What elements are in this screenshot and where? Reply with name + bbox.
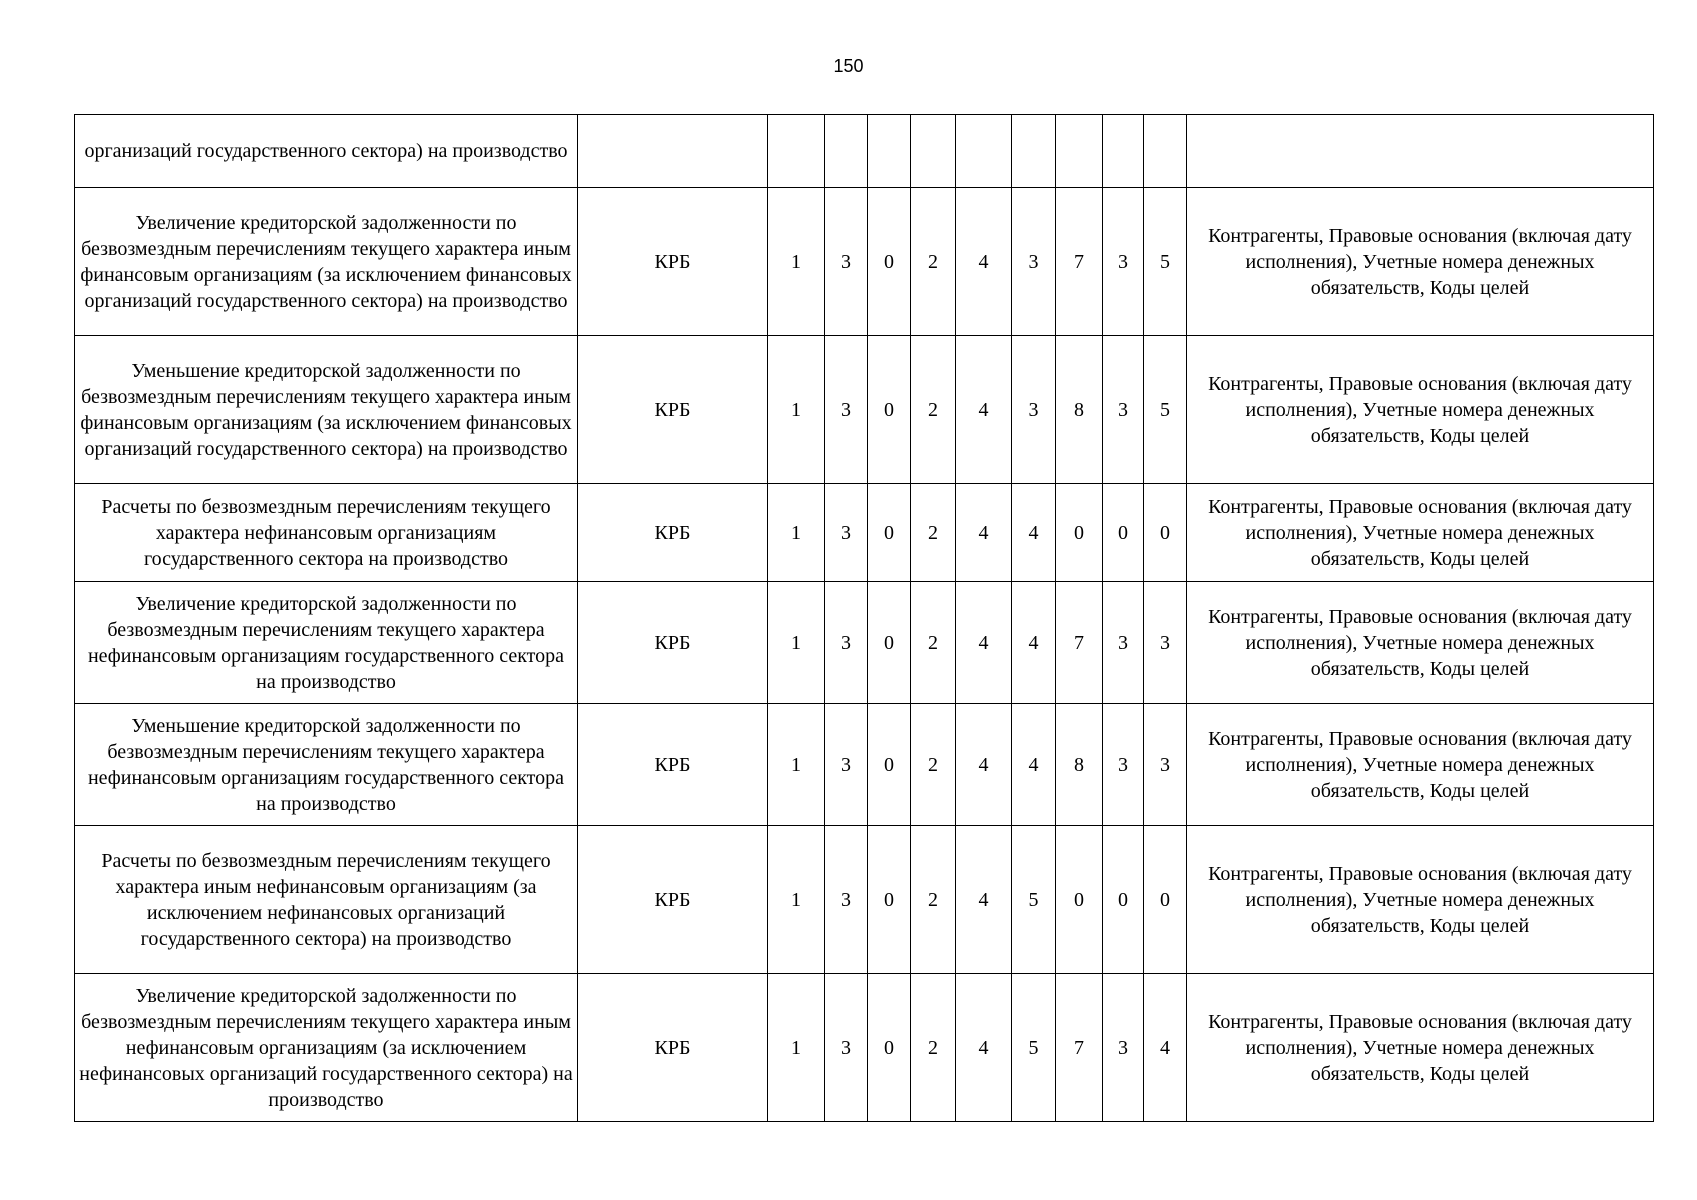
account-digit-cell: 0 [868,704,911,826]
account-digit-cell: 0 [1103,484,1144,582]
account-digit-cell [1056,115,1103,188]
table-row [75,115,1654,188]
account-digit-cell: 3 [1144,704,1187,826]
document-code-cell: КРБ [578,826,768,974]
account-digit-cell: 8 [1056,704,1103,826]
account-digit-cell: 2 [911,336,956,484]
account-digit-cell: 4 [956,826,1012,974]
analytics-cell [1187,115,1654,188]
account-digit-cell: 2 [911,826,956,974]
account-digit-cell: 0 [868,336,911,484]
page-number: 150 [833,56,864,76]
account-digit-cell: 4 [956,484,1012,582]
table-row [75,188,1654,336]
account-digit-cell: 4 [1012,484,1056,582]
account-digit-cell: 3 [825,974,868,1122]
document-code-cell [578,115,768,188]
account-digit-cell: 3 [1144,582,1187,704]
account-digit-cell: 8 [1056,336,1103,484]
analytics-cell: Контрагенты, Правовые основания (включая дату исполнения), Учетные номера денежных обязательств, Коды целей [1187,826,1654,974]
account-digit-cell: 3 [1103,336,1144,484]
analytics-cell: Контрагенты, Правовые основания (включая дату исполнения), Учетные номера денежных обязательств, Коды целей [1187,582,1654,704]
account-digit-cell: 2 [911,484,956,582]
account-digit-cell: 4 [1012,704,1056,826]
account-digit-cell: 4 [956,188,1012,336]
document-code-cell: КРБ [578,704,768,826]
account-digit-cell [825,115,868,188]
analytics-cell: Контрагенты, Правовые основания (включая дату исполнения), Учетные номера денежных обязательств, Коды целей [1187,484,1654,582]
account-digit-cell: 1 [768,826,825,974]
account-digit-cell [956,115,1012,188]
table-body [75,115,1654,1122]
account-digit-cell: 0 [868,484,911,582]
account-digit-cell: 0 [1056,826,1103,974]
account-digit-cell: 3 [825,582,868,704]
account-digit-cell: 3 [1103,704,1144,826]
account-digit-cell: 3 [825,188,868,336]
document-code-cell: КРБ [578,336,768,484]
table-row [75,582,1654,704]
account-digit-cell: 3 [1103,582,1144,704]
account-digit-cell: 7 [1056,188,1103,336]
table-row [75,336,1654,484]
account-digit-cell: 0 [1144,484,1187,582]
account-digit-cell: 5 [1012,974,1056,1122]
account-digit-cell: 0 [868,188,911,336]
description-cell: Уменьшение кредиторской задолженности по безвозмездным перечислениям текущего характера нефинансовым организациям государственного сектора на производство [75,704,578,826]
account-digit-cell: 2 [911,704,956,826]
account-digit-cell: 2 [911,974,956,1122]
description-cell: Увеличение кредиторской задолженности по безвозмездным перечислениям текущего характера иным нефинансовым организациям (за исключением нефинансовых организаций государственного сектора) на производство [75,974,578,1122]
account-digit-cell: 5 [1144,336,1187,484]
account-digit-cell: 4 [956,704,1012,826]
account-digit-cell: 4 [1012,582,1056,704]
account-digit-cell: 4 [1144,974,1187,1122]
description-cell: организаций государственного сектора) на производство [75,115,578,188]
account-digit-cell: 3 [1012,188,1056,336]
account-digit-cell: 0 [868,826,911,974]
account-digit-cell: 3 [1012,336,1056,484]
account-digit-cell: 3 [1103,974,1144,1122]
analytics-cell: Контрагенты, Правовые основания (включая дату исполнения), Учетные номера денежных обязательств, Коды целей [1187,704,1654,826]
table-row [75,704,1654,826]
account-digit-cell: 4 [956,336,1012,484]
account-digit-cell [911,115,956,188]
account-digit-cell: 0 [868,974,911,1122]
account-digit-cell: 3 [825,826,868,974]
analytics-cell: Контрагенты, Правовые основания (включая дату исполнения), Учетные номера денежных обязательств, Коды целей [1187,974,1654,1122]
account-digit-cell: 7 [1056,582,1103,704]
table-row [75,974,1654,1122]
account-digit-cell: 1 [768,582,825,704]
description-cell: Увеличение кредиторской задолженности по безвозмездным перечислениям текущего характера нефинансовым организациям государственного сектора на производство [75,582,578,704]
account-digit-cell [1103,115,1144,188]
account-digit-cell [1144,115,1187,188]
document-code-cell: КРБ [578,582,768,704]
document-code-cell: КРБ [578,484,768,582]
account-digit-cell: 3 [1103,188,1144,336]
accounts-table [74,114,1654,1122]
description-cell: Расчеты по безвозмездным перечислениям текущего характера нефинансовым организациям государственного сектора на производство [75,484,578,582]
account-digit-cell [1012,115,1056,188]
account-digit-cell: 5 [1012,826,1056,974]
account-digit-cell: 1 [768,336,825,484]
account-digit-cell: 1 [768,484,825,582]
account-digit-cell: 0 [1103,826,1144,974]
account-digit-cell: 5 [1144,188,1187,336]
account-digit-cell: 4 [956,582,1012,704]
account-digit-cell: 1 [768,974,825,1122]
account-digit-cell: 0 [1144,826,1187,974]
analytics-cell: Контрагенты, Правовые основания (включая дату исполнения), Учетные номера денежных обязательств, Коды целей [1187,336,1654,484]
account-digit-cell: 7 [1056,974,1103,1122]
account-digit-cell: 1 [768,188,825,336]
analytics-cell: Контрагенты, Правовые основания (включая дату исполнения), Учетные номера денежных обязательств, Коды целей [1187,188,1654,336]
description-cell: Расчеты по безвозмездным перечислениям текущего характера иным нефинансовым организациям (за исключением нефинансовых организаций государственного сектора) на производство [75,826,578,974]
table-row [75,826,1654,974]
account-digit-cell: 0 [868,582,911,704]
table-row [75,484,1654,582]
description-cell: Увеличение кредиторской задолженности по безвозмездным перечислениям текущего характера иным финансовым организациям (за исключением финансовых организаций государственного сектора) на производство [75,188,578,336]
account-digit-cell: 0 [1056,484,1103,582]
document-code-cell: КРБ [578,188,768,336]
account-digit-cell: 1 [768,704,825,826]
account-digit-cell [868,115,911,188]
description-cell: Уменьшение кредиторской задолженности по безвозмездным перечислениям текущего характера иным финансовым организациям (за исключением финансовых организаций государственного сектора) на производство [75,336,578,484]
account-digit-cell: 3 [825,336,868,484]
account-digit-cell [768,115,825,188]
document-code-cell: КРБ [578,974,768,1122]
account-digit-cell: 3 [825,484,868,582]
account-digit-cell: 2 [911,582,956,704]
account-digit-cell: 2 [911,188,956,336]
account-digit-cell: 3 [825,704,868,826]
account-digit-cell: 4 [956,974,1012,1122]
